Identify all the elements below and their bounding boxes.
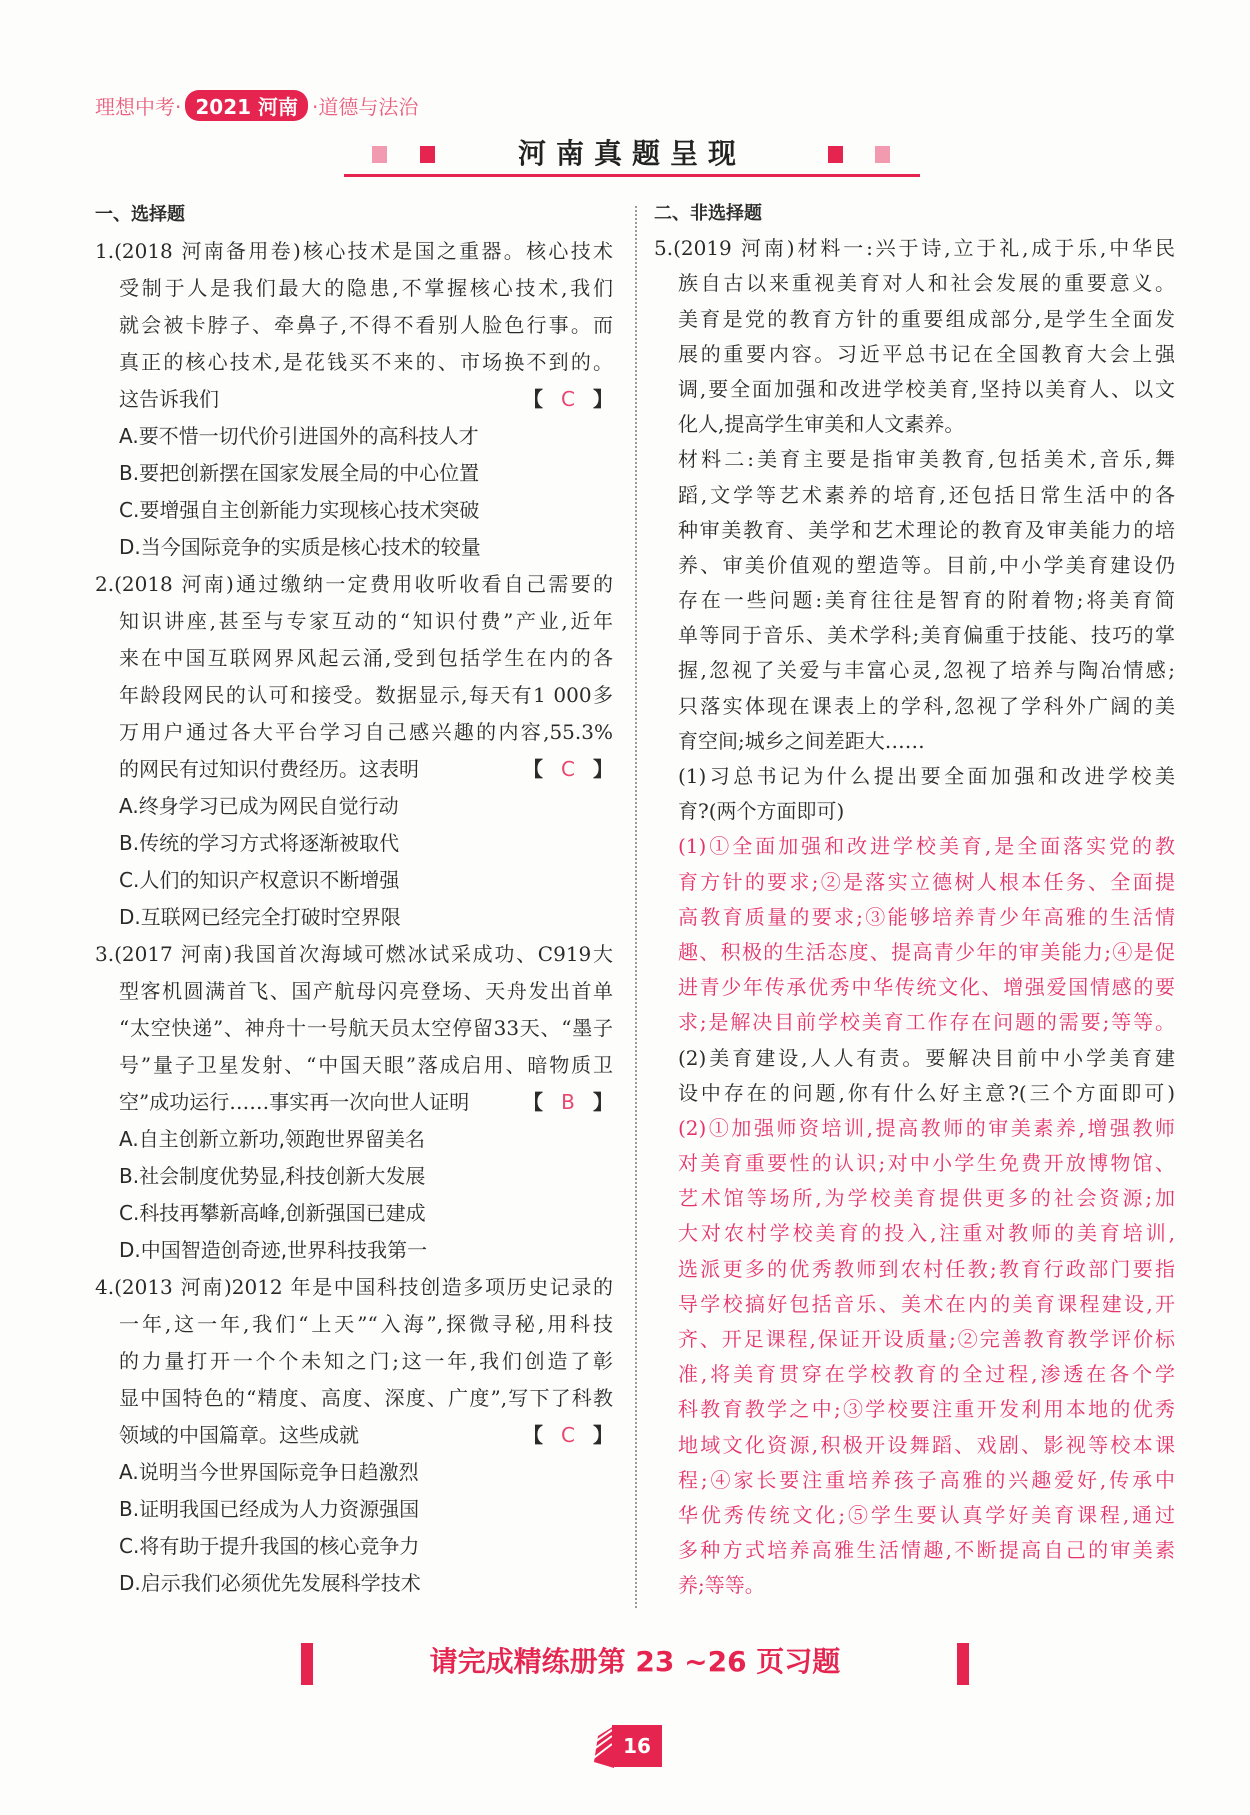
option-line-text: B.传统的学习方式将逐渐被取代: [119, 831, 400, 855]
option-line: [95, 492, 613, 529]
option-line-text: A.说明当今世界国际竞争日趋激烈: [119, 1460, 419, 1484]
title-decoration: [875, 146, 890, 163]
answer-line-text: 大对农村学校美育的投入,注重对教师的美育培训,: [678, 1221, 1175, 1246]
option-line-text: A.终身学习已成为网民自觉行动: [119, 794, 399, 818]
sub-question-line: [654, 794, 1175, 829]
column-divider: [635, 206, 637, 1608]
question-line-text: 这告诉我们: [119, 387, 219, 411]
question-line: [95, 270, 613, 307]
answer-line-text: (2)①加强师资培训,提高教师的审美素养,增强教师: [678, 1115, 1175, 1140]
material-line-text: 展的重要内容。习近平总书记在全国教育大会上强: [678, 341, 1175, 366]
option-line-text: C.人们的知识产权意识不断增强: [119, 868, 400, 892]
material-line: [654, 513, 1175, 548]
material-line: [654, 407, 1175, 442]
option-line: [95, 825, 613, 862]
question-line: [95, 603, 613, 640]
answer-line: [654, 1392, 1175, 1427]
material-line-text: 材料二:美育主要是指审美教育,包括美术,音乐,舞: [678, 447, 1175, 472]
option-line: [95, 455, 613, 492]
bracket-open: 【: [523, 387, 543, 411]
question-line-text: 一年,这一年,我们“上天”“入海”,探微寻秘,用科技: [119, 1312, 613, 1336]
answer-line-text: 导学校搞好包括音乐、美术在内的美育课程建设,开: [678, 1291, 1175, 1316]
option-line: [95, 1565, 613, 1602]
option-line-text: C.要增强自主创新能力实现核心技术突破: [119, 498, 480, 522]
option-line-text: B.证明我国已经成为人力资源强国: [119, 1497, 420, 1521]
material-line: [654, 548, 1175, 583]
option-line-text: D.中国智造创奇迹,世界科技我第一: [119, 1238, 428, 1262]
banner-bar-right: [957, 1643, 969, 1685]
answer-line-text: 准,将美育贯穿在学校教育的全过程,渗透在各个学: [678, 1362, 1175, 1387]
title-decoration: [828, 146, 843, 163]
answer-line: [654, 1568, 1175, 1603]
section-title: 河南真题呈现: [517, 137, 746, 170]
sub-question-line-text: (1)习总书记为什么提出要全面加强和改进学校美: [678, 764, 1175, 788]
option-line: [95, 1454, 613, 1491]
question-line: [95, 1084, 613, 1121]
material-line: [654, 653, 1175, 688]
option-line-text: D.互联网已经完全打破时空界限: [119, 905, 401, 929]
option-line-text: A.要不惜一切代价引进国外的高科技人才: [119, 424, 479, 448]
answer-line: [654, 900, 1175, 935]
sub-question-line-text: (2)美育建设,人人有责。要解决目前中小学美育建: [678, 1045, 1175, 1070]
question-line-text: 来在中国互联网界风起云涌,受到包括学生在内的各: [119, 646, 613, 670]
bracket-close: 】: [593, 757, 613, 781]
bracket-close: 】: [593, 1090, 613, 1114]
option-line: [95, 529, 613, 566]
answer-line: [654, 1287, 1175, 1322]
question-line-text: 2.(2018 河南)通过缴纳一定费用收听收看自己需要的: [95, 572, 613, 596]
material-line-text: 只落实体现在课表上的学科,忽视了学科外广阔的美: [678, 693, 1175, 718]
material-line-text: 蹈,文学等艺术素养的培育,还包括日常生活中的各: [678, 482, 1175, 507]
answer-bracket: [523, 1417, 613, 1454]
answer-line-text: 程;④家长要注重培养孩子高雅的兴趣爱好,传承中: [678, 1467, 1175, 1492]
answer-line-text: 育方针的要求;②是落实立德树人根本任务、全面提: [678, 869, 1175, 894]
material-line-text: 握,忽视了关爱与丰富心灵,忽视了培养与陶冶情感;: [678, 658, 1175, 683]
bracket-close: 】: [593, 387, 613, 411]
option-line: [95, 899, 613, 936]
answer-line: [654, 829, 1175, 864]
answer-bracket: [523, 381, 613, 418]
question-line: [95, 233, 613, 270]
question-line: [95, 1417, 613, 1454]
sub-question-line: [654, 1041, 1175, 1076]
question-line-text: 3.(2017 河南)我国首次海域可燃冰试采成功、C919大: [95, 942, 613, 966]
answer-line-text: 齐、开足课程,保证开设质量;②完善教育教学评价标: [678, 1327, 1175, 1351]
answer-line-text: 养;等等。: [678, 1573, 765, 1598]
material-line: [654, 372, 1175, 407]
answer-line-text: 科教育教学之中;③学校要注重开发利用本地的优秀: [678, 1397, 1175, 1422]
question-line: [95, 1010, 613, 1047]
option-line-text: A.自主创新立新功,领跑世界留美名: [119, 1127, 426, 1151]
option-line-text: B.要把创新摆在国家发展全局的中心位置: [119, 461, 480, 485]
question-line-text: “太空快递”、神舟十一号航天员太空停留33天、“墨子: [119, 1016, 613, 1040]
option-line: [95, 788, 613, 825]
question-line: [95, 344, 613, 381]
option-line: [95, 1158, 613, 1195]
answer-line: [654, 1357, 1175, 1392]
question-line-text: 4.(2013 河南)2012 年是中国科技创造多项历史记录的: [95, 1275, 613, 1299]
bracket-open: 【: [523, 757, 543, 781]
material-line-text: 5.(2019 河南)材料一:兴于诗,立于礼,成于乐,中华民: [654, 236, 1175, 261]
answer-line-text: 对美育重要性的认识;对中小学生免费开放博物馆、: [678, 1151, 1175, 1176]
option-line-text: C.科技再攀新高峰,创新强国已建成: [119, 1201, 426, 1225]
running-header: [95, 90, 418, 121]
material-line-text: 美育是党的教育方针的重要组成部分,是学生全面发: [678, 306, 1175, 331]
question-line: [95, 1343, 613, 1380]
answer-line-text: 高教育质量的要求;③能够培养青少年高雅的生活情: [678, 904, 1175, 929]
answer-line-text: 地域文化资源,积极开设舞蹈、戏剧、影视等校本课: [678, 1432, 1175, 1457]
answer-line: [654, 1533, 1175, 1568]
question-line-text: 的网民有过知识付费经历。这表明: [119, 757, 419, 781]
multiple-choice-column: [95, 196, 613, 1602]
option-line: [95, 1528, 613, 1565]
bracket-open: 【: [523, 1090, 543, 1114]
option-line: [95, 1121, 613, 1158]
answer-line-text: 求;是解决目前学校美育工作存在问题的需要;等等。: [678, 1010, 1175, 1035]
answer-line-text: (1)①全面加强和改进学校美育,是全面落实党的教: [678, 834, 1175, 859]
title-underline: [344, 174, 920, 177]
answer-line-text: 选派更多的优秀教师到农村任教;教育行政部门要指: [678, 1256, 1175, 1281]
answer-letter: B: [561, 1090, 575, 1114]
question-line: [95, 307, 613, 344]
page-number: 16: [612, 1725, 662, 1767]
question-line-text: 受制于人是我们最大的隐患,不掌握核心技术,我们: [119, 276, 613, 300]
question-line-text: 显中国特色的“精度、高度、深度、广度”,写下了科教: [119, 1386, 613, 1410]
material-line-text: 养、审美价值观的塑造等。目前,中小学美育建设仍: [678, 552, 1175, 577]
option-line: [95, 862, 613, 899]
question-line: [95, 973, 613, 1010]
answer-bracket: [523, 1084, 613, 1121]
question-line-text: 就会被卡脖子、牵鼻子,不得不看别人脸色行事。而: [119, 313, 613, 337]
answer-letter: C: [561, 1423, 575, 1447]
answer-line: [654, 1146, 1175, 1181]
answer-letter: C: [561, 757, 575, 781]
section-heading-text: 一、选择题: [95, 204, 185, 225]
option-line-text: D.当今国际竞争的实质是核心技术的较量: [119, 535, 481, 559]
material-line-text: 种审美教育、美学和艺术理论的教育及审美能力的培: [678, 517, 1175, 542]
exercise-banner: 请完成精练册第 23 ~26 页习题: [429, 1645, 841, 1678]
question-line: [95, 1047, 613, 1084]
material-line-text: 育空间;城乡之间差距大……: [678, 728, 925, 753]
material-line: [654, 266, 1175, 301]
option-line-text: B.社会制度优势显,科技创新大发展: [119, 1164, 426, 1188]
answer-line-text: 华优秀传统文化;⑤学生要认真学好美育课程,通过: [678, 1502, 1175, 1527]
option-line: [95, 1232, 613, 1269]
material-line: [654, 231, 1175, 266]
material-line-text: 调,要全面加强和改进学校美育,坚持以美育人、以文: [678, 376, 1175, 401]
question-line: [95, 936, 613, 973]
answer-line: [654, 865, 1175, 900]
question-line: [95, 1269, 613, 1306]
question-line: [95, 751, 613, 788]
answer-line: [654, 935, 1175, 970]
question-line: [95, 566, 613, 603]
question-line: [95, 381, 613, 418]
question-line: [95, 677, 613, 714]
question-line: [95, 1380, 613, 1417]
question-line-text: 1.(2018 河南备用卷)核心技术是国之重器。核心技术: [95, 239, 613, 263]
answer-line: [654, 1005, 1175, 1040]
material-line: [654, 442, 1175, 477]
series-name: 理想中考·: [95, 95, 182, 119]
question-line: [95, 640, 613, 677]
region-badge: 2021 河南: [185, 90, 308, 121]
question-line-text: 领域的中国篇章。这些成就: [119, 1423, 359, 1447]
question-line: [95, 714, 613, 751]
material-line: [654, 583, 1175, 618]
question-line-text: 年龄段网民的认可和接受。数据显示,每天有1 000多: [119, 683, 613, 707]
answer-line-text: 多种方式培养高雅生活情趣,不断提高自己的审美素: [678, 1538, 1175, 1563]
answer-line-text: 进青少年传承优秀中华传统文化、增强爱国情感的要: [678, 975, 1175, 1000]
question-line-text: 真正的核心技术,是花钱买不来的、市场换不到的。: [119, 350, 613, 374]
answer-line: [654, 1428, 1175, 1463]
material-line: [654, 618, 1175, 653]
option-line-text: C.将有助于提升我国的核心竞争力: [119, 1534, 420, 1558]
question-line-text: 的力量打开一个个未知之门;这一年,我们创造了彰: [119, 1349, 613, 1373]
open-question-column: [654, 196, 1175, 1604]
section-heading: [95, 196, 613, 233]
material-line-text: 存在一些问题:美育往往是智育的附着物;将美育简: [678, 588, 1175, 613]
answer-line: [654, 1216, 1175, 1251]
material-line-text: 化人,提高学生审美和人文素养。: [678, 412, 965, 437]
sub-question-line-text: 育?(两个方面即可): [678, 799, 845, 824]
answer-line: [654, 970, 1175, 1005]
option-line: [95, 1195, 613, 1232]
answer-line: [654, 1322, 1175, 1357]
material-line-text: 单等同于音乐、美术学科;美育偏重于技能、技巧的掌: [678, 623, 1175, 648]
material-line: [654, 689, 1175, 724]
question-line-text: 号”量子卫星发射、“中国天眼”落成启用、暗物质卫: [119, 1053, 613, 1077]
answer-line: [654, 1181, 1175, 1216]
sub-question-line-text: 设中存在的问题,你有什么好主意?(三个方面即可): [678, 1080, 1175, 1105]
answer-line: [654, 1252, 1175, 1287]
bracket-close: 】: [593, 1423, 613, 1447]
question-line: [95, 1306, 613, 1343]
bracket-open: 【: [523, 1423, 543, 1447]
answer-letter: C: [561, 387, 575, 411]
section-heading: [654, 196, 1175, 231]
answer-line: [654, 1498, 1175, 1533]
answer-line-text: 趣、积极的生活态度、提高青少年的审美能力;④是促: [678, 939, 1175, 964]
material-line: [654, 337, 1175, 372]
answer-line: [654, 1463, 1175, 1498]
question-line-text: 万用户通过各大平台学习自己感兴趣的内容,55.3%: [119, 720, 613, 744]
option-line-text: D.启示我们必须优先发展科学技术: [119, 1571, 421, 1595]
material-line-text: 族自古以来重视美育对人和社会发展的重要意义。: [678, 271, 1175, 296]
option-line: [95, 418, 613, 455]
subject-name: ·道德与法治: [312, 95, 419, 119]
question-line-text: 知识讲座,甚至与专家互动的“知识付费”产业,近年: [119, 609, 613, 633]
question-line-text: 空”成功运行……事实再一次向世人证明: [119, 1090, 470, 1114]
question-line-text: 型客机圆满首飞、国产航母闪亮登场、天舟发出首单: [119, 979, 613, 1003]
material-line: [654, 302, 1175, 337]
answer-line-text: 艺术馆等场所,为学校美育提供更多的社会资源;加: [678, 1186, 1175, 1211]
sub-question-line: [654, 1076, 1175, 1111]
material-line: [654, 478, 1175, 513]
answer-bracket: [523, 751, 613, 788]
material-line: [654, 724, 1175, 759]
section-heading-text: 二、非选择题: [654, 203, 762, 224]
option-line: [95, 1491, 613, 1528]
answer-line: [654, 1111, 1175, 1146]
sub-question-line: [654, 759, 1175, 794]
banner-bar-left: [301, 1643, 313, 1685]
